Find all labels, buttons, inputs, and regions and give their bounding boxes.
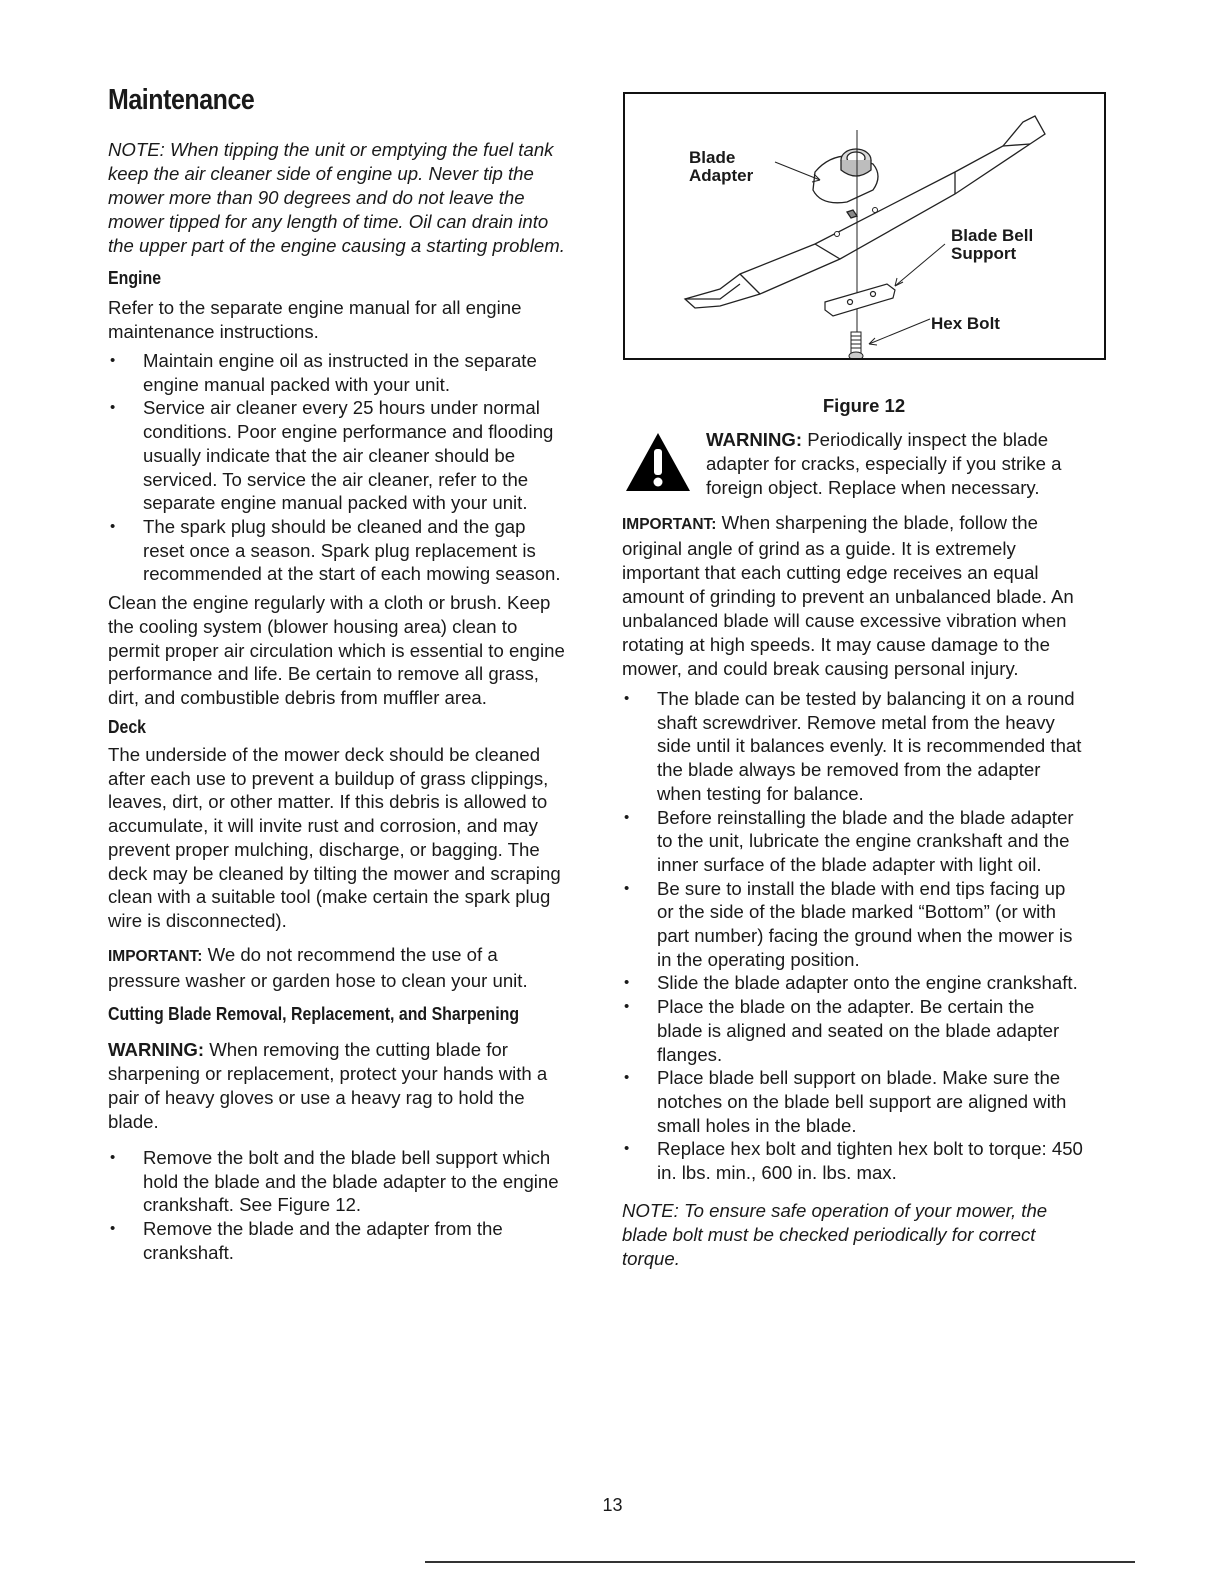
list-item: • The blade can be tested by balancing it on a round shaft screwdriver. Remove metal from the heavy side until it balances evenly. It is recommended that the blade always be removed from the adapter when testing for balance. [622,687,1110,806]
list-item: • Place the blade on the adapter. Be certain the blade is aligned and seated on the blade adapter flanges. [622,995,1110,1066]
bottom-rule [425,1561,1135,1563]
list-item: • Place blade bell support on blade. Make sure the notches on the blade bell support are aligned with small holes in the blade. [622,1066,1110,1137]
callout-hex-bolt: Hex Bolt [931,314,1000,333]
list-item: • Be sure to install the blade with end tips facing up or the side of the blade marked “Bottom” (or with part number) facing the ground when the mower is in the operating position. [622,877,1110,972]
engine-intro: Refer to the separate engine manual for all engine maintenance instructions. [108,297,522,342]
deck-paragraph: The underside of the mower deck should be cleaned after each use to prevent a buildup of grass clippings, leaves, dirt, or other matter. If this debris is allowed to accumulate, it will invite rust and corrosion, and may prevent proper mulching, discharge, or bagging. The deck may be cleaned by tilting the mower and scraping clean with a suitable tool (make certain the spark plug wire is disconnected). [108,744,561,931]
note-blade-bolt: NOTE: To ensure safe operation of your mower, the blade bolt must be checked periodically for correct torque. [622,1200,1048,1269]
figure-12-frame [623,92,1106,360]
warning-blade-removal: WARNING: When removing the cutting blade for sharpening or replacement, protect your hands with a pair of heavy gloves or use a heavy rag to hold the blade. [108,1039,548,1132]
blade-bell-support-part [825,284,895,316]
list-item: • Maintain engine oil as instructed in the separate engine manual packed with your unit. [108,349,590,396]
engine-bullet-list [108,349,590,586]
important-pressure-washer: IMPORTANT: We do not recommend the use of a pressure washer or garden hose to clean your unit. [108,944,528,991]
mower-blade [685,116,1045,308]
hex-bolt-part [849,332,863,358]
page-title: Maintenance [108,84,255,116]
warning-triangle-icon [624,431,692,493]
important-label: IMPORTANT: [108,948,203,965]
list-item: • Before reinstalling the blade and the blade adapter to the unit, lubricate the engine crankshaft and the inner surface of the blade adapter with light oil. [622,806,1110,877]
blade-removal-list [108,1146,590,1265]
list-item: • The spark plug should be cleaned and the gap reset once a season. Spark plug replacement is recommended at the start of each mowing season. [108,515,590,586]
list-item: • Remove the blade and the adapter from the crankshaft. [108,1217,590,1264]
blade-adapter-part [813,149,878,218]
page-number: 13 [602,1495,623,1515]
list-item: • Replace hex bolt and tighten hex bolt to torque: 450 in. lbs. min., 600 in. lbs. max. [622,1137,1110,1184]
important-sharpening: IMPORTANT: When sharpening the blade, follow the original angle of grind as a guide. It is extremely important that each cutting edge receives an equal amount of grinding to prevent an unbalanced blade. An unbalanced blade will cause excessive vibration when rotating at high speeds. It may cause damage to the mower, and could break causing personal injury. [622,512,1074,679]
figure-caption: Figure 12 [822,395,906,416]
list-item: • Service air cleaner every 25 hours under normal conditions. Poor engine performance and flooding usually indicate that the air cleaner should be serviced. To service the air cleaner, refer to the separate engine manual packed with your unit. [108,396,590,515]
warning-inspect-adapter: WARNING: Periodically inspect the blade adapter for cracks, especially if you strike a foreign object. Replace when necessary. [706,429,1062,498]
list-item: • Remove the bolt and the blade bell support which hold the blade and the blade adapter to the engine crankshaft. See Figure 12. [108,1146,590,1217]
callout-blade-bell-support: Blade Bell Support [951,226,1034,263]
heading-cutting-blade: Cutting Blade Removal, Replacement, and Sharpening [108,1003,520,1024]
important-label: IMPORTANT: [622,516,717,533]
warning-label: WARNING: [706,429,803,450]
heading-engine: Engine [108,267,162,288]
note-tipping: NOTE: When tipping the unit or emptying the fuel tank keep the air cleaner side of engine up. Never tip the mower more than 90 degrees and do not leave the mower tipped for any length of time. Oil can drain into the upper part of the engine causing a starting problem. [108,139,565,256]
heading-deck: Deck [108,716,147,737]
list-item: • Slide the blade adapter onto the engine crankshaft. [622,971,1110,995]
engine-clean-paragraph: Clean the engine regularly with a cloth or brush. Keep the cooling system (blower housing area) clean to permit proper air circulation which is essential to engine performance and life. Be certain to remove all grass, dirt, and combustible debris from muffler area. [108,592,565,709]
blade-install-list [622,687,1110,1185]
callout-blade-adapter: Blade Adapter [689,148,754,185]
warning-label: WARNING: [108,1039,205,1060]
